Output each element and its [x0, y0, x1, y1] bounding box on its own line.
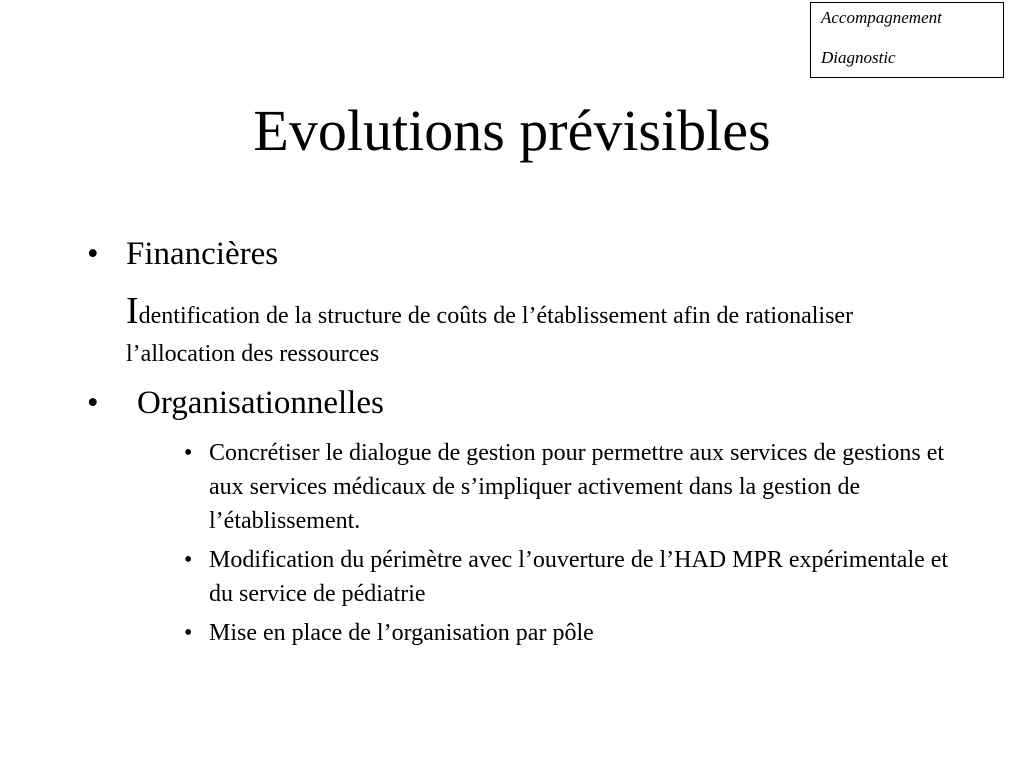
section-heading-financieres: Financières	[126, 236, 279, 272]
bullet-icon: •	[184, 440, 193, 466]
financieres-paragraph	[126, 292, 926, 373]
list-item-text: Modification du périmètre avec l’ouverture de l’HAD MPR expérimentale et du service de pédiatrie	[209, 547, 949, 607]
corner-label-box	[810, 2, 1004, 78]
list-item-text: Mise en place de l’organisation par pôle	[209, 620, 594, 646]
list-item	[184, 543, 964, 611]
paragraph-dropcap: I	[126, 290, 139, 332]
bullet-icon: •	[87, 385, 99, 421]
paragraph-text: dentification de la structure de coûts de l’établissement afin de rationaliser l’allocation des ressources	[126, 303, 854, 367]
list-item	[184, 436, 964, 538]
corner-label-diagnostic: Diagnostic	[821, 48, 896, 67]
bullet-icon: •	[184, 620, 193, 646]
bullet-icon: •	[184, 547, 193, 573]
corner-label-accompagnement: Accompagnement	[821, 8, 942, 27]
slide-title: Evolutions prévisibles	[253, 98, 771, 163]
section-heading-organisationnelles: Organisationnelles	[137, 385, 384, 421]
organisationnelles-list	[184, 436, 964, 655]
list-item	[184, 616, 964, 650]
bullet-icon: •	[87, 236, 99, 272]
list-item-text: Concrétiser le dialogue de gestion pour permettre aux services de gestions et aux services médicaux de s’impliquer activement dans la gestion de l’établissement.	[209, 440, 945, 534]
